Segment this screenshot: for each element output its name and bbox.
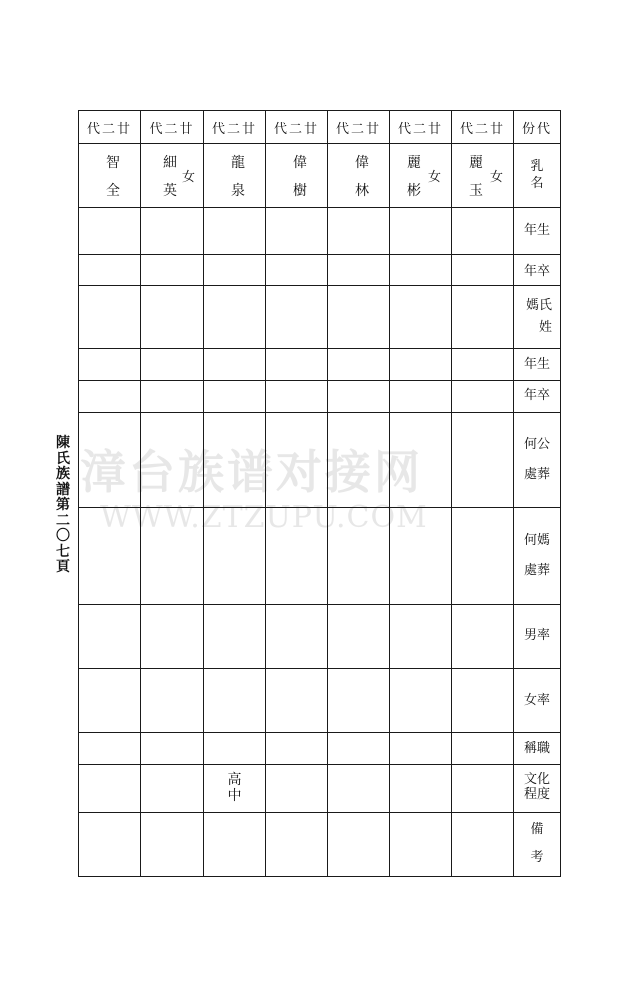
cell: [390, 412, 452, 507]
row-label-daughters: 女率: [514, 668, 561, 732]
cell: [390, 207, 452, 254]
name-char-2: 樹: [293, 183, 307, 200]
cell: [266, 668, 328, 732]
row-label-spouse-surname: 媽氏姓: [514, 285, 561, 348]
cell: [79, 285, 141, 348]
member-name-cell: [328, 144, 390, 207]
cell: [204, 508, 266, 605]
row-label-burial-self: 何公處葬: [514, 412, 561, 507]
row-label-sons: 男率: [514, 604, 561, 668]
cell: [328, 508, 390, 605]
name-char-2: 彬: [407, 183, 421, 200]
cell: [390, 508, 452, 605]
daughters-row: [79, 668, 561, 732]
name-char-2: 玉: [469, 183, 483, 200]
generation-header-label: 份代: [514, 111, 561, 144]
cell: [141, 765, 204, 812]
name-char-1: 智: [106, 155, 120, 172]
generation-cell: 代二廿: [204, 111, 266, 144]
sex-marker: 女: [182, 170, 196, 186]
cell: [452, 812, 514, 876]
cell: [452, 207, 514, 254]
cell: [390, 285, 452, 348]
education-value: 高中: [227, 772, 242, 805]
cell: [141, 604, 204, 668]
spouse-death-row: [79, 381, 561, 412]
genealogy-table: [78, 110, 561, 877]
name-char-2: 英: [163, 183, 177, 200]
cell: [390, 381, 452, 412]
cell: [204, 349, 266, 381]
cell: [452, 765, 514, 812]
cell: [266, 412, 328, 507]
cell: [266, 604, 328, 668]
generation-row: [79, 111, 561, 144]
cell: [141, 381, 204, 412]
cell: [390, 254, 452, 285]
member-name-cell: [204, 144, 266, 207]
cell: [328, 254, 390, 285]
cell: [266, 381, 328, 412]
death-year-row: [79, 254, 561, 285]
cell: [141, 508, 204, 605]
cell: [328, 733, 390, 765]
title-row: [79, 733, 561, 765]
birth-year-row: [79, 207, 561, 254]
generation-cell: 代二廿: [266, 111, 328, 144]
cell: [328, 412, 390, 507]
cell: [204, 207, 266, 254]
cell: [452, 412, 514, 507]
cell: [266, 349, 328, 381]
cell: [141, 412, 204, 507]
burial-self-row: [79, 412, 561, 507]
cell: [452, 254, 514, 285]
sons-row: [79, 604, 561, 668]
cell: [328, 668, 390, 732]
cell: [390, 604, 452, 668]
row-label-death-year: 年卒: [514, 254, 561, 285]
spouse-birth-row: [79, 349, 561, 381]
generation-cell: 代二廿: [141, 111, 204, 144]
cell: [79, 254, 141, 285]
cell: [390, 349, 452, 381]
cell: [79, 381, 141, 412]
cell: [452, 381, 514, 412]
cell: [266, 508, 328, 605]
generation-cell: 代二廿: [390, 111, 452, 144]
cell: [79, 207, 141, 254]
cell: [204, 733, 266, 765]
cell: [266, 254, 328, 285]
cell: [204, 381, 266, 412]
member-name-cell: [452, 144, 514, 207]
member-name-cell: [266, 144, 328, 207]
watermark-url: WWW.ZTZUPU.COM: [100, 500, 428, 535]
cell: [79, 668, 141, 732]
cell: [79, 733, 141, 765]
cell: [141, 285, 204, 348]
cell: [452, 285, 514, 348]
cell: [141, 812, 204, 876]
remarks-row: [79, 812, 561, 876]
row-label-education: 文化程度: [514, 765, 561, 812]
cell: [328, 812, 390, 876]
name-char-1: 偉: [293, 155, 307, 172]
cell: [390, 733, 452, 765]
cell: [266, 765, 328, 812]
cell: [266, 207, 328, 254]
generation-cell: 代二廿: [452, 111, 514, 144]
name-row: [79, 144, 561, 207]
cell: [328, 604, 390, 668]
cell: [452, 508, 514, 605]
member-name-cell: [79, 144, 141, 207]
name-char-1: 麗: [407, 155, 421, 172]
education-value-cell: [204, 765, 266, 812]
row-label-birth-year: 年生: [514, 207, 561, 254]
cell: [266, 812, 328, 876]
name-char-2: 林: [355, 183, 369, 200]
cell: [204, 604, 266, 668]
cell: [204, 285, 266, 348]
cell: [79, 349, 141, 381]
row-label-spouse-death: 年卒: [514, 381, 561, 412]
name-char-1: 麗: [469, 155, 483, 172]
sex-marker: 女: [428, 170, 442, 186]
cell: [328, 765, 390, 812]
cell: [328, 207, 390, 254]
cell: [79, 412, 141, 507]
spouse-surname-row: [79, 285, 561, 348]
cell: [204, 668, 266, 732]
row-label-burial-spouse: 何媽處葬: [514, 508, 561, 605]
cell: [79, 765, 141, 812]
cell: [452, 668, 514, 732]
cell: [390, 812, 452, 876]
member-name-cell: [390, 144, 452, 207]
name-char-1: 偉: [355, 155, 369, 172]
row-label-name: 乳名: [514, 144, 561, 207]
cell: [204, 412, 266, 507]
watermark-text: 漳台族谱对接网: [80, 445, 423, 499]
cell: [390, 765, 452, 812]
cell: [79, 812, 141, 876]
cell: [328, 285, 390, 348]
name-char-1: 細: [163, 155, 177, 172]
cell: [452, 349, 514, 381]
name-char-2: 泉: [231, 183, 245, 200]
cell: [390, 668, 452, 732]
education-row: [79, 765, 561, 812]
name-char-2: 全: [106, 183, 120, 200]
cell: [452, 604, 514, 668]
cell: [266, 733, 328, 765]
name-char-1: 龍: [231, 155, 245, 172]
row-label-title: 稱職: [514, 733, 561, 765]
sex-marker: 女: [490, 170, 504, 186]
cell: [79, 508, 141, 605]
cell: [328, 349, 390, 381]
cell: [141, 254, 204, 285]
cell: [141, 733, 204, 765]
cell: [141, 668, 204, 732]
cell: [141, 207, 204, 254]
generation-cell: 代二廿: [79, 111, 141, 144]
burial-spouse-row: [79, 508, 561, 605]
cell: [204, 254, 266, 285]
cell: [141, 349, 204, 381]
cell: [328, 381, 390, 412]
member-name-cell: [141, 144, 204, 207]
cell: [452, 733, 514, 765]
cell: [266, 285, 328, 348]
row-label-spouse-birth: 年生: [514, 349, 561, 381]
page-side-title: 陳氏族譜第二〇七頁: [56, 435, 70, 575]
cell: [204, 812, 266, 876]
generation-cell: 代二廿: [328, 111, 390, 144]
cell: [79, 604, 141, 668]
row-label-remarks: 備考: [514, 812, 561, 876]
